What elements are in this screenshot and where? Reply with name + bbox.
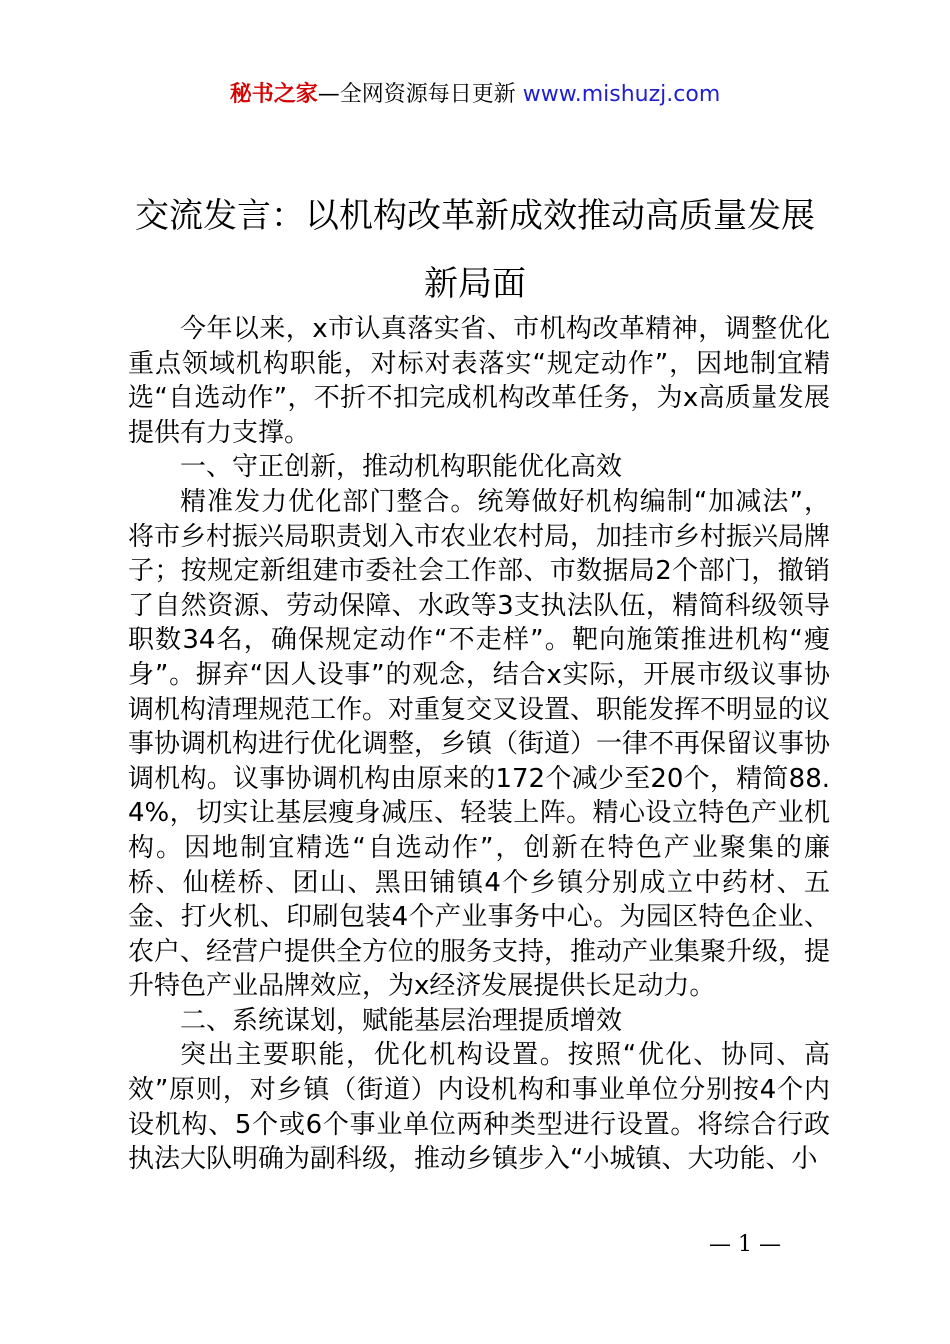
paragraph-section-2: 突出主要职能，优化机构设置。按照“优化、协同、高效”原则，对乡镇（街道）内设机构和事业单位分别按4个内设机构、5个或6个事业单位两种类型进行设置。将综合行政执法大队明确为副科级，推动乡镇步入“小城镇、大功能、小 xyxy=(128,1040,830,1175)
site-banner xyxy=(0,78,950,112)
section-heading-1: 一、守正创新，推动机构职能优化高效 xyxy=(180,452,623,483)
page-number: — 1 — xyxy=(709,1232,781,1257)
banner-url-link[interactable]: www.mishuzj.com xyxy=(522,82,721,107)
paragraph-intro: 今年以来，x市认真落实省、市机构改革精神，调整优化重点领域机构职能，对标对表落实“规定动作”，因地制宜精选“自选动作”，不折不扣完成机构改革任务，为x高质量发展提供有力支撑。 xyxy=(128,314,830,448)
document-title: 交流发言：以机构改革新成效推动高质量发展新局面 xyxy=(135,196,815,304)
section-heading-2: 二、系统谋划，赋能基层治理提质增效 xyxy=(180,1005,623,1036)
document-body xyxy=(128,312,830,1177)
paragraph-section-1: 精准发力优化部门整合。统筹做好机构编制“加减法”，将市乡村振兴局职责划入市农业农村局，加挂市乡村振兴局牌子；按规定新组建市委社会工作部、市数据局2个部门，撤销了自然资源、劳动保障、水政等3支执法队伍，精简科级领导职数34名，确保规定动作“不走样”。靶向施策推进机构“瘦身”。摒弃“因人设事”的观念，结合x实际，开展市级议事协调机构清理规范工作。对重复交叉设置、职能发挥不明显的议事协调机构进行优化调整，乡镇（街道）一律不再保留议事协调机构。议事协调机构由原来的172个减少至20个，精简88.4%，切实让基层瘦身减压、轻装上阵。精心设立特色产业机构。因地制宜精选“自选动作”，创新在特色产业聚集的廉桥、仙槎桥、团山、黑田铺镇4个乡镇分别成立中药材、五金、打火机、印刷包装4个产业事务中心。为园区特色企业、农户、经营户提供全方位的服务支持，推动产业集聚升级，提升特色产业品牌效应，为x经济发展提供长足动力。 xyxy=(128,486,831,1002)
banner-tagline: —全网资源每日更新 xyxy=(317,82,516,107)
banner-brand: 秘书之家 xyxy=(229,82,318,107)
